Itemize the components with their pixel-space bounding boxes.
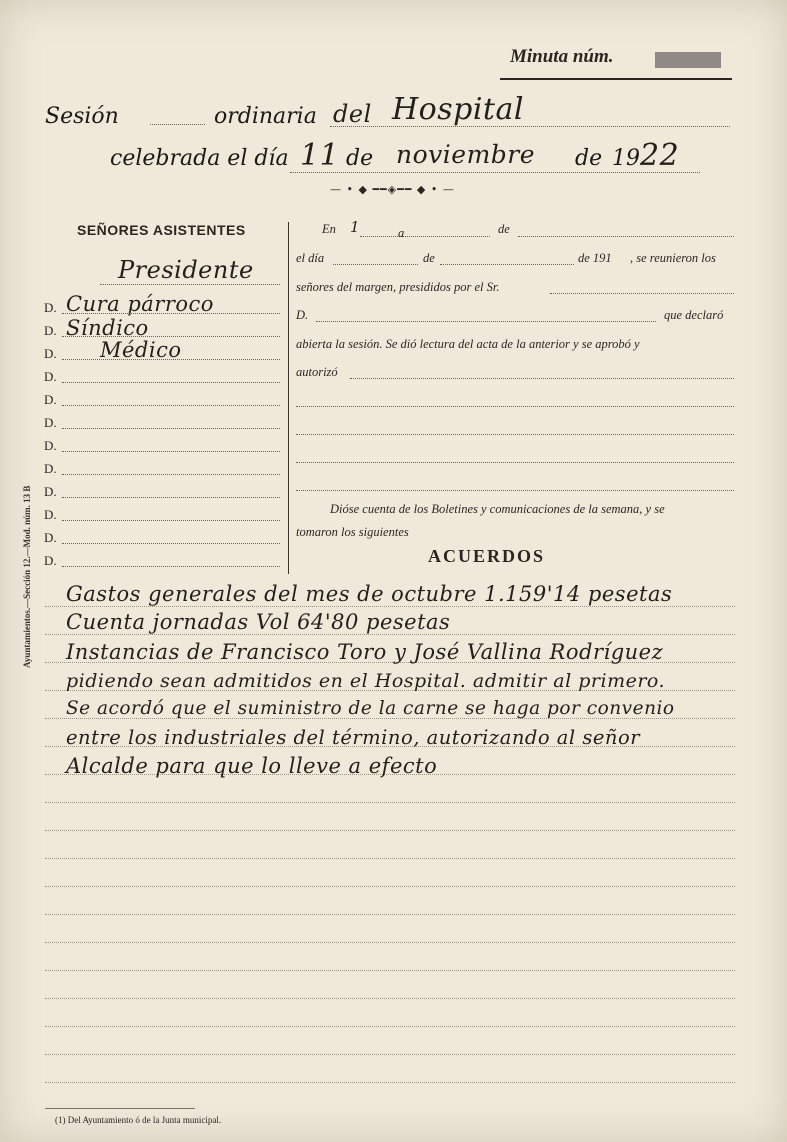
ruled-line bbox=[45, 830, 735, 831]
ruled-line bbox=[45, 886, 735, 887]
presidente-line bbox=[550, 293, 734, 294]
minuta-number-stamp bbox=[655, 52, 721, 68]
en-line bbox=[360, 236, 490, 237]
asistente-line bbox=[62, 336, 280, 337]
role-handwritten: Presidente bbox=[118, 256, 254, 284]
form-line bbox=[296, 406, 734, 407]
asistente-line bbox=[62, 520, 280, 521]
asistente-line bbox=[62, 543, 280, 544]
acuerdo-line: Cuenta jornadas Vol 64'80 pesetas bbox=[66, 610, 451, 634]
acuerdo-line: Se acordó que el suministro de la carne se haga por convenio bbox=[66, 698, 675, 719]
de-label-2: de bbox=[423, 251, 435, 265]
ruled-line bbox=[45, 942, 735, 943]
autorizo-line bbox=[350, 378, 734, 379]
year-handwritten: 22 bbox=[640, 138, 680, 173]
diose-label: Dióse cuenta de los Boletines y comunicaciones de la semana, y se bbox=[330, 502, 665, 516]
acuerdo-line: Alcalde para que lo lleve a efecto bbox=[66, 754, 438, 778]
asistentes-title: SEÑORES ASISTENTES bbox=[77, 222, 246, 238]
ruled-line bbox=[45, 802, 735, 803]
el-dia-label: el día bbox=[296, 251, 325, 265]
en-value: 1 bbox=[350, 218, 361, 236]
asistente-prefix: D. bbox=[44, 484, 57, 499]
celebrada-label: celebrada el día bbox=[110, 146, 289, 171]
asistente-name: Cura párroco bbox=[66, 292, 214, 316]
sesion-dots bbox=[150, 124, 205, 125]
asistente-name: Síndico bbox=[66, 316, 149, 340]
asistente-line bbox=[62, 566, 280, 567]
asistente-prefix: D. bbox=[44, 300, 57, 315]
ruled-line bbox=[45, 1026, 735, 1027]
footnote: (1) Del Ayuntamiento ó de la Junta municipal. bbox=[55, 1115, 222, 1125]
asistente-line bbox=[62, 405, 280, 406]
ornament-divider: — • ◆ ━━◈━━ ◆ • — bbox=[330, 183, 455, 196]
day-handwritten: 11 bbox=[300, 138, 340, 173]
declaro-label: que declaró bbox=[664, 308, 724, 322]
asistente-line bbox=[62, 359, 280, 360]
asistente-line bbox=[62, 451, 280, 452]
asistente-prefix: D. bbox=[44, 461, 57, 476]
minuta-underline bbox=[500, 78, 732, 80]
footnote-rule bbox=[45, 1108, 195, 1109]
celebrada-line bbox=[290, 172, 700, 173]
asistente-prefix: D. bbox=[44, 553, 57, 568]
asistente-prefix: D. bbox=[44, 346, 57, 361]
ruled-line bbox=[45, 970, 735, 971]
acuerdo-line: Gastos generales del mes de octubre 1.159'14 pesetas bbox=[66, 582, 673, 606]
asistente-line bbox=[62, 428, 280, 429]
de-line-2 bbox=[440, 264, 574, 265]
asistente-line bbox=[62, 313, 280, 314]
tomaron-label: tomaron los siguientes bbox=[296, 525, 409, 539]
asistente-line bbox=[62, 382, 280, 383]
de-label-1: de bbox=[346, 146, 374, 171]
de-label-2: de bbox=[575, 146, 603, 171]
sesion-label: Sesión bbox=[45, 104, 119, 129]
el-dia-line bbox=[333, 264, 418, 265]
ruled-line bbox=[45, 1082, 735, 1083]
entity-handwritten: Hospital bbox=[392, 92, 524, 127]
asistente-prefix: D. bbox=[44, 507, 57, 522]
autorizo-label: autorizó bbox=[296, 365, 338, 379]
acuerdos-title: ACUERDOS bbox=[428, 546, 546, 566]
senores-label: señores del margen, presididos por el Sr. bbox=[296, 280, 500, 294]
ruled-line bbox=[45, 858, 735, 859]
minuta-label: Minuta núm. bbox=[510, 46, 614, 67]
acuerdo-line: entre los industriales del término, autorizando al señor bbox=[66, 726, 641, 749]
d-line bbox=[316, 321, 656, 322]
acuerdo-line: Instancias de Francisco Toro y José Vallina Rodríguez bbox=[66, 640, 664, 664]
de-191-label: de 191 bbox=[578, 251, 612, 265]
ordinaria-label: ordinaria bbox=[214, 104, 317, 129]
form-line bbox=[296, 462, 734, 463]
asistente-prefix: D. bbox=[44, 530, 57, 545]
form-line bbox=[296, 434, 734, 435]
year-prefix: 19 bbox=[612, 146, 640, 171]
del-handwritten: del bbox=[333, 100, 372, 128]
asistente-prefix: D. bbox=[44, 369, 57, 384]
asistente-prefix: D. bbox=[44, 392, 57, 407]
model-reference: Ayuntamientos.—Sección 12.—Mod. núm. 13 B bbox=[22, 485, 32, 668]
ruled-line bbox=[45, 998, 735, 999]
de-label: de bbox=[498, 222, 510, 236]
ruled-line bbox=[45, 606, 735, 607]
ruled-line bbox=[45, 914, 735, 915]
abierta-label: abierta la sesión. Se dió lectura del acta de la anterior y se aprobó y bbox=[296, 337, 640, 351]
asistente-prefix: D. bbox=[44, 415, 57, 430]
de-line bbox=[518, 236, 734, 237]
form-line bbox=[296, 490, 734, 491]
acuerdo-line: pidiendo sean admitidos en el Hospital. admitir al primero. bbox=[66, 670, 666, 692]
asistente-line bbox=[62, 474, 280, 475]
a-label: a bbox=[398, 226, 405, 240]
column-divider bbox=[288, 222, 289, 574]
reunieron-label: , se reunieron los bbox=[630, 251, 716, 265]
ruled-line bbox=[45, 1054, 735, 1055]
asistente-line bbox=[62, 497, 280, 498]
role-line bbox=[100, 284, 280, 285]
month-handwritten: noviembre bbox=[396, 140, 536, 169]
sesion-line bbox=[330, 126, 730, 127]
d-label: D. bbox=[296, 308, 309, 322]
asistente-prefix: D. bbox=[44, 323, 57, 338]
en-label: En bbox=[322, 222, 336, 236]
ruled-line bbox=[45, 634, 735, 635]
asistente-name: Médico bbox=[100, 338, 182, 362]
asistente-prefix: D. bbox=[44, 438, 57, 453]
